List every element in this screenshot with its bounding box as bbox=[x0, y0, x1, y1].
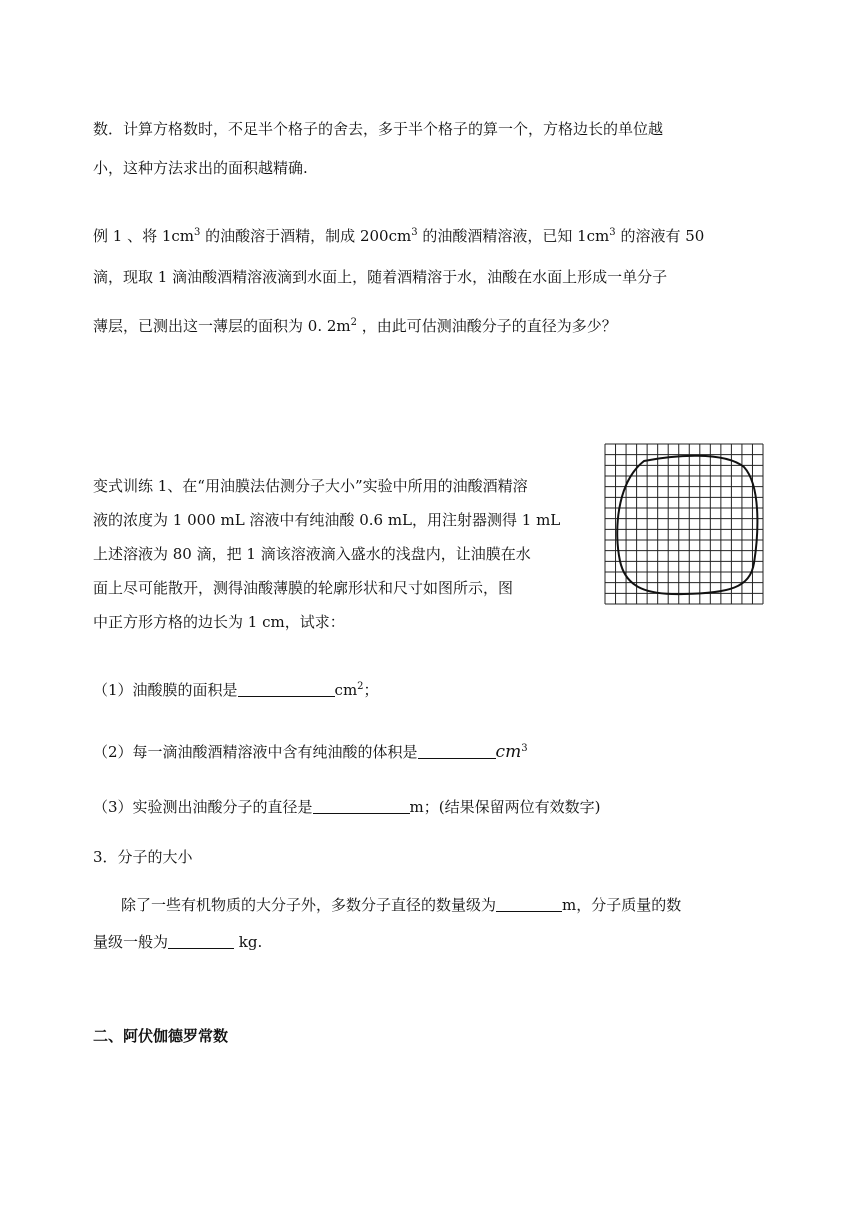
superscript: 3 bbox=[411, 227, 418, 238]
section-text: 除了一些有机物质的大分子外，多数分子直径的数量级为 bbox=[121, 896, 497, 914]
example-1-line-1 bbox=[93, 222, 704, 247]
question-2 bbox=[93, 738, 528, 763]
intro-line-2: 小，这种方法求出的面积越精确. bbox=[93, 159, 308, 177]
section-text: 量级一般为 bbox=[93, 933, 169, 951]
question-text: （2）每一滴油酸酒精溶液中含有纯油酸的体积是 bbox=[93, 743, 418, 761]
question-1 bbox=[93, 676, 379, 701]
section-text: kg. bbox=[234, 933, 263, 951]
example-text: ，由此可估测油酸分子的直径为多少？ bbox=[357, 317, 617, 335]
section-heading-avogadro: 二、阿伏伽德罗常数 bbox=[93, 1027, 229, 1045]
superscript: 3 bbox=[194, 227, 201, 238]
question-text: （3）实验测出油酸分子的直径是 bbox=[93, 798, 313, 816]
section-3-heading: 3．分子的大小 bbox=[93, 848, 193, 866]
unit-text: cm bbox=[495, 742, 522, 762]
example-text: 的油酸溶于酒精，制成 200cm bbox=[200, 227, 412, 245]
intro-line-1: 数．计算方格数时，不足半个格子的舍去，多于半个格子的算一个，方格边长的单位越 bbox=[93, 120, 664, 138]
question-text: m；(结果保留两位有效数字) bbox=[409, 798, 601, 816]
question-text: （1）油酸膜的面积是 bbox=[93, 681, 238, 699]
exercise-line-5: 中正方形方格的边长为 1 cm，试求： bbox=[93, 613, 345, 631]
exercise-line-4: 面上尽可能散开，测得油酸薄膜的轮廓形状和尺寸如图所示，图 bbox=[93, 579, 514, 597]
section-3-line-2 bbox=[93, 931, 262, 953]
example-1-line-2: 滴，现取 1 滴油酸酒精溶液滴到水面上，随着酒精溶于水，油酸在水面上形成一单分子 bbox=[93, 268, 668, 286]
answer-blank[interactable] bbox=[168, 934, 234, 949]
example-text: 的油酸酒精溶液，已知 1cm bbox=[417, 227, 610, 245]
superscript: 2 bbox=[350, 317, 357, 328]
oil-film-grid-figure bbox=[604, 443, 764, 605]
superscript: 2 bbox=[357, 681, 364, 692]
exercise-line-2: 液的浓度为 1 000 mL 溶液中有纯油酸 0.6 mL，用注射器测得 1 mL bbox=[93, 511, 561, 529]
unit-text: cm bbox=[334, 681, 358, 699]
example-text: 例 1 、将 1cm bbox=[93, 227, 195, 245]
question-text: ； bbox=[363, 681, 379, 699]
superscript: 3 bbox=[521, 743, 528, 754]
section-3-line-1 bbox=[121, 894, 681, 916]
example-text: 薄层，已测出这一薄层的面积为 0. 2m bbox=[93, 317, 351, 335]
answer-blank[interactable] bbox=[238, 682, 335, 697]
example-text: 的溶液有 50 bbox=[615, 227, 705, 245]
superscript: 3 bbox=[609, 227, 616, 238]
answer-blank[interactable] bbox=[418, 744, 496, 759]
exercise-line-1: 变式训练 1、在“用油膜法估测分子大小”实验中所用的油酸酒精溶 bbox=[93, 477, 528, 495]
section-text: m，分子质量的数 bbox=[562, 896, 682, 914]
question-3 bbox=[93, 796, 600, 818]
exercise-line-3: 上述溶液为 80 滴，把 1 滴该溶液滴入盛水的浅盘内，让油膜在水 bbox=[93, 545, 531, 563]
example-1-line-3 bbox=[93, 312, 617, 337]
answer-blank[interactable] bbox=[496, 897, 562, 912]
answer-blank[interactable] bbox=[313, 799, 410, 814]
